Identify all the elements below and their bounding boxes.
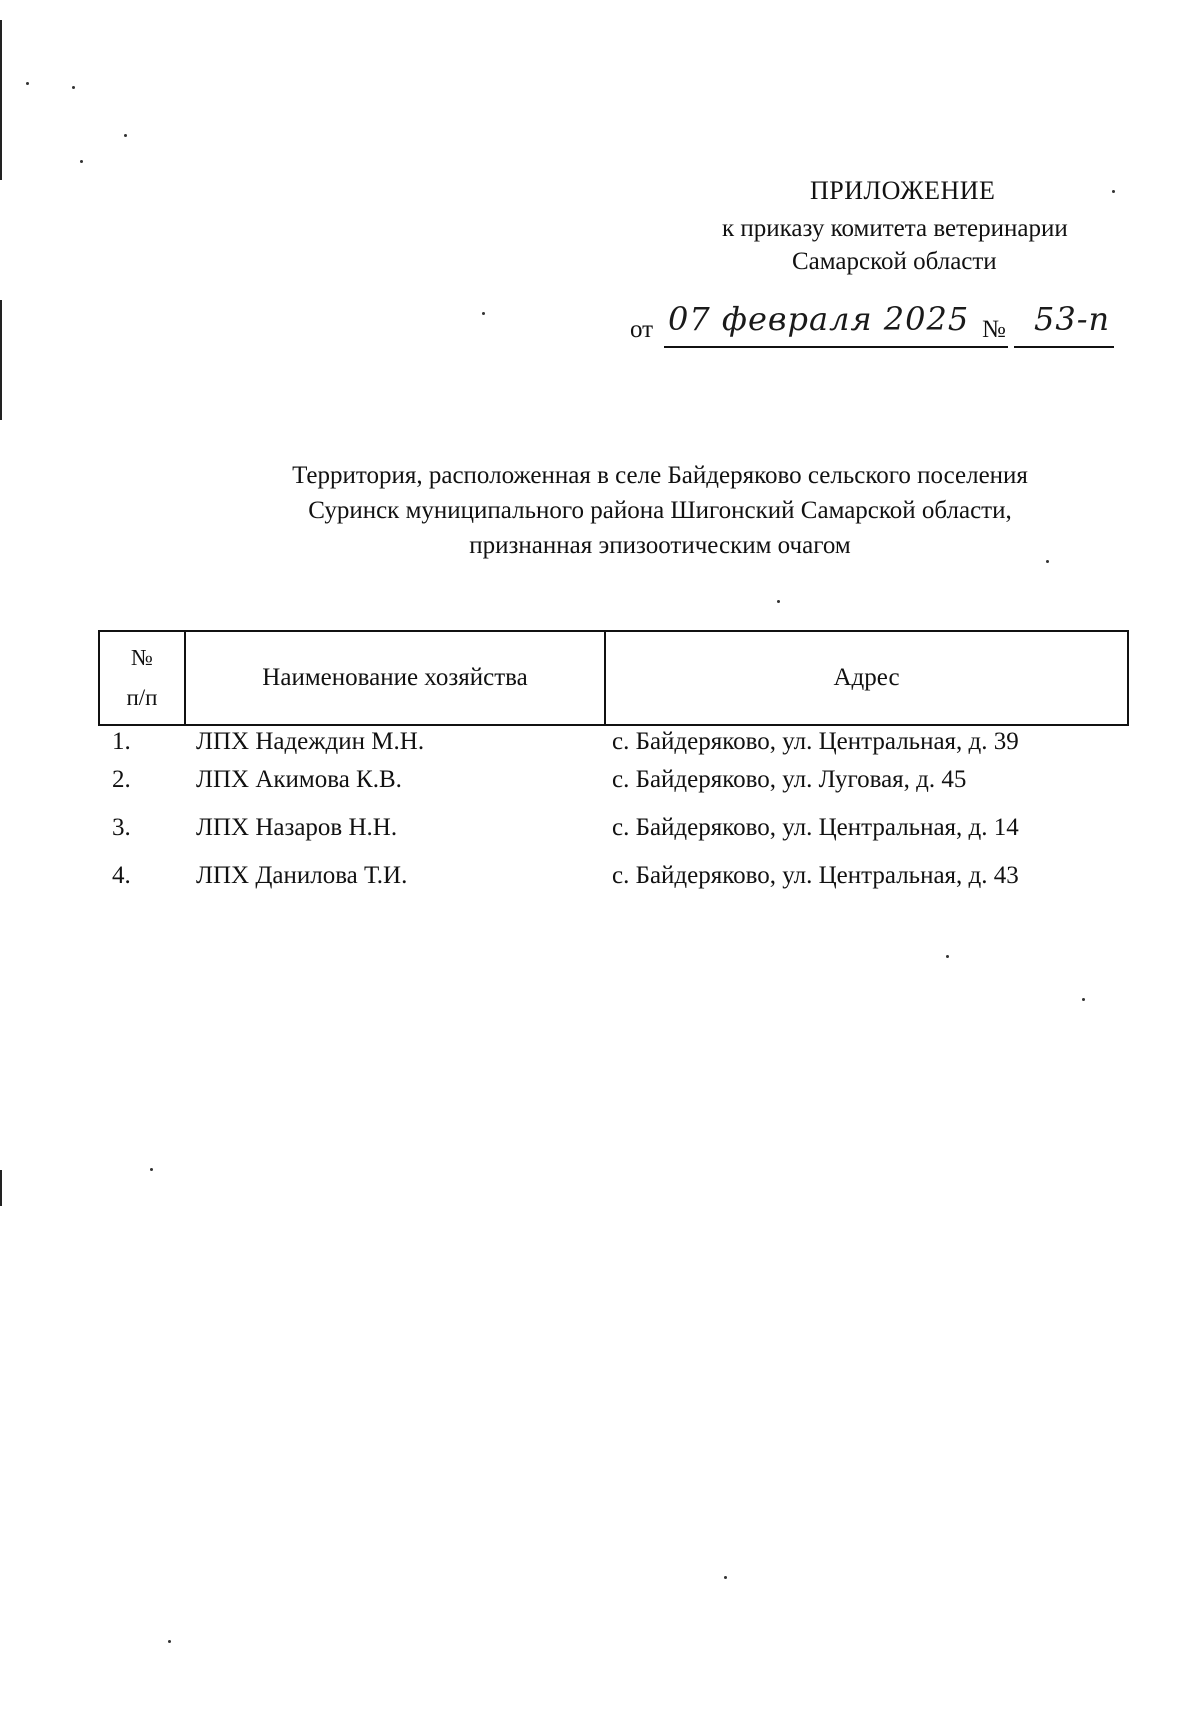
heading-line3: признанная эпизоотическим очагом	[469, 532, 851, 559]
scan-speck	[724, 1576, 727, 1579]
scan-speck	[1112, 190, 1115, 193]
header-number-abbr: п/п	[126, 685, 158, 710]
row-farm-name: ЛПХ Назаров Н.Н.	[196, 814, 398, 841]
table-row	[98, 814, 1129, 848]
row-address: с. Байдеряково, ул. Центральная, д. 14	[612, 814, 1019, 841]
row-farm-name: ЛПХ Данилова Т.И.	[196, 862, 408, 889]
header-number-symbol: №	[131, 645, 153, 670]
scan-speck	[124, 134, 127, 137]
scan-edge-mark	[0, 300, 2, 420]
scan-speck	[72, 86, 75, 89]
order-from-label: от	[630, 316, 654, 343]
header-number	[99, 631, 185, 725]
scan-speck	[168, 1640, 171, 1643]
scan-speck	[1082, 998, 1085, 1001]
farms-table	[98, 630, 1129, 726]
row-number: 4.	[112, 862, 131, 889]
order-date-field	[664, 302, 1008, 348]
appendix-subtitle-line2: Самарской области	[792, 248, 997, 275]
scan-edge-mark	[0, 1170, 2, 1206]
order-reference	[630, 302, 1120, 352]
order-number-label: №	[982, 316, 1006, 343]
scan-speck	[777, 600, 780, 603]
row-number: 1.	[112, 728, 131, 755]
row-farm-name: ЛПХ Акимова К.В.	[196, 766, 402, 793]
appendix-title: ПРИЛОЖЕНИЕ	[810, 176, 996, 205]
header-farm-name: Наименование хозяйства	[185, 631, 605, 725]
table-header-row	[99, 631, 1128, 725]
heading-line2: Суринск муниципального района Шигонский Самарской области,	[308, 497, 1012, 524]
header-address: Адрес	[605, 631, 1128, 725]
row-farm-name: ЛПХ Надеждин М.Н.	[196, 728, 425, 755]
row-address: с. Байдеряково, ул. Луговая, д. 45	[612, 766, 967, 793]
scan-speck	[80, 160, 83, 163]
row-number: 2.	[112, 766, 131, 793]
row-address: с. Байдеряково, ул. Центральная, д. 43	[612, 862, 1019, 889]
appendix-subtitle-line1: к приказу комитета ветеринарии	[722, 215, 1068, 242]
document-heading	[140, 458, 1180, 563]
table-row	[98, 728, 1129, 762]
scan-speck	[26, 82, 29, 85]
heading-line1: Территория, расположенная в селе Байдеряково сельского поселения	[292, 462, 1028, 489]
table-row	[98, 862, 1129, 896]
scan-speck	[482, 312, 485, 315]
row-number: 3.	[112, 814, 131, 841]
table-row	[98, 766, 1129, 800]
order-number-handwritten: 53-п	[1034, 300, 1111, 338]
scan-speck	[946, 955, 949, 958]
scan-speck	[150, 1168, 153, 1171]
row-address: с. Байдеряково, ул. Центральная, д. 39	[612, 728, 1019, 755]
scan-edge-mark	[0, 20, 2, 180]
order-date-handwritten: 07 февраля 2025	[668, 300, 970, 338]
order-number-field	[1014, 302, 1114, 348]
